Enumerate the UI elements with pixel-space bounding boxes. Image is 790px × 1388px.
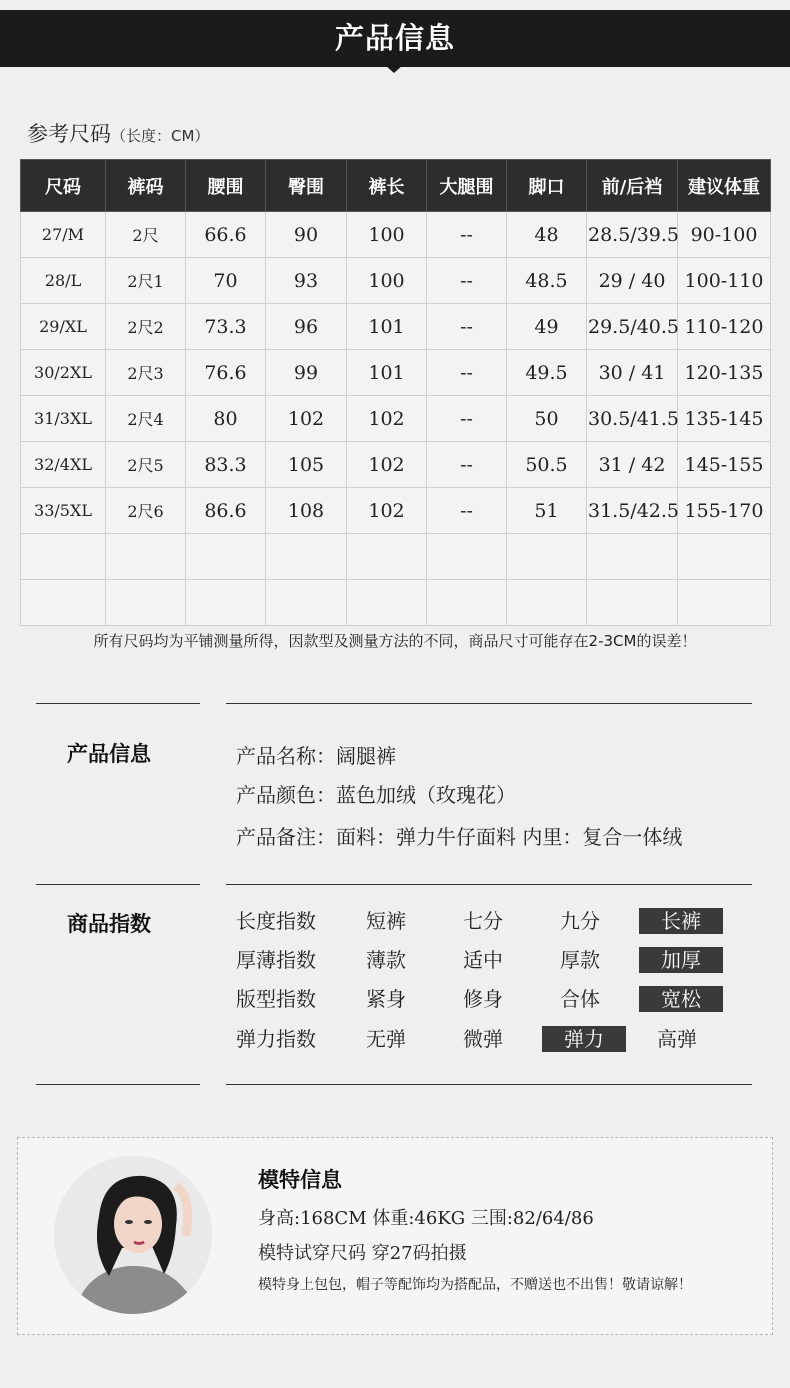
column-header: 建议体重 — [678, 160, 771, 212]
index-option: 修身 — [463, 987, 503, 1011]
table-cell: 73.3 — [186, 304, 266, 350]
table-cell: 90-100 — [678, 212, 771, 258]
column-header: 脚口 — [507, 160, 587, 212]
table-cell: 135-145 — [678, 396, 771, 442]
empty-cell — [347, 580, 427, 626]
empty-cell — [266, 534, 347, 580]
column-header: 尺码 — [21, 160, 106, 212]
model-try-size: 模特试穿尺码 穿27码拍摄 — [258, 1243, 467, 1264]
table-cell: 2尺5 — [106, 442, 186, 488]
index-option: 高弹 — [657, 1027, 697, 1051]
size-unit: （长度：CM） — [111, 127, 210, 145]
table-cell: -- — [427, 442, 507, 488]
model-photo — [54, 1156, 212, 1314]
table-cell: 86.6 — [186, 488, 266, 534]
column-header: 裤长 — [347, 160, 427, 212]
index-row-name: 长度指数 — [236, 909, 316, 933]
model-stats: 身高:168CM 体重:46KG 三围:82/64/86 — [258, 1208, 594, 1229]
size-title-text: 参考尺码 — [27, 122, 111, 146]
table-cell: 31/3XL — [21, 396, 106, 442]
table-cell: 2尺1 — [106, 258, 186, 304]
table-cell: 28/L — [21, 258, 106, 304]
table-cell: 66.6 — [186, 212, 266, 258]
divider — [226, 1084, 752, 1085]
table-cell: -- — [427, 488, 507, 534]
divider — [226, 703, 752, 704]
table-cell: 30/2XL — [21, 350, 106, 396]
empty-cell — [266, 580, 347, 626]
table-cell: 32/4XL — [21, 442, 106, 488]
table-cell: 100 — [347, 212, 427, 258]
table-cell: 50.5 — [507, 442, 587, 488]
size-table — [20, 159, 771, 626]
table-cell: 2尺6 — [106, 488, 186, 534]
empty-cell — [678, 534, 771, 580]
empty-cell — [347, 534, 427, 580]
table-cell: 105 — [266, 442, 347, 488]
model-illustration — [54, 1156, 212, 1314]
table-cell: 29/XL — [21, 304, 106, 350]
index-option: 紧身 — [366, 987, 406, 1011]
measurement-note: 所有尺码均为平铺测量所得，因款型及测量方法的不同，商品尺寸可能存在2-3CM的误差！ — [93, 632, 697, 650]
index-row-name: 弹力指数 — [236, 1027, 316, 1051]
table-cell: -- — [427, 212, 507, 258]
table-cell: 102 — [347, 488, 427, 534]
table-cell: 83.3 — [186, 442, 266, 488]
table-row — [21, 212, 771, 258]
table-cell: 2尺 — [106, 212, 186, 258]
banner-arrow — [376, 57, 412, 73]
table-row — [21, 442, 771, 488]
index-option-selected: 长裤 — [639, 908, 723, 934]
index-option-selected: 加厚 — [639, 947, 723, 973]
table-cell: 80 — [186, 396, 266, 442]
product-remark: 产品备注：面料：弹力牛仔面料 内里：复合一体绒 — [236, 825, 683, 849]
empty-table-row — [21, 580, 771, 626]
table-cell: 2尺2 — [106, 304, 186, 350]
table-cell: 70 — [186, 258, 266, 304]
table-cell: 2尺3 — [106, 350, 186, 396]
index-row-name: 厚薄指数 — [236, 948, 316, 972]
table-row — [21, 258, 771, 304]
divider — [36, 884, 200, 885]
table-row — [21, 304, 771, 350]
table-cell: -- — [427, 304, 507, 350]
table-cell: 102 — [347, 442, 427, 488]
table-cell: 102 — [347, 396, 427, 442]
empty-cell — [427, 580, 507, 626]
table-cell: 120-135 — [678, 350, 771, 396]
empty-cell — [106, 580, 186, 626]
empty-cell — [427, 534, 507, 580]
empty-cell — [507, 580, 587, 626]
product-info-label: 产品信息 — [67, 742, 151, 766]
table-cell: 93 — [266, 258, 347, 304]
model-info-box — [17, 1137, 773, 1335]
index-option-selected: 宽松 — [639, 986, 723, 1012]
table-cell: 145-155 — [678, 442, 771, 488]
table-cell: 31.5/42.5 — [587, 488, 678, 534]
index-option: 九分 — [560, 909, 600, 933]
index-option: 厚款 — [560, 948, 600, 972]
table-cell: -- — [427, 396, 507, 442]
index-option: 适中 — [463, 948, 503, 972]
column-header: 大腿围 — [427, 160, 507, 212]
product-color: 产品颜色：蓝色加绒（玫瑰花） — [236, 783, 516, 807]
table-cell: 99 — [266, 350, 347, 396]
index-row-name: 版型指数 — [236, 987, 316, 1011]
table-cell: 155-170 — [678, 488, 771, 534]
table-cell: 100 — [347, 258, 427, 304]
column-header: 前/后裆 — [587, 160, 678, 212]
table-cell: -- — [427, 258, 507, 304]
column-header: 腰围 — [186, 160, 266, 212]
empty-cell — [507, 534, 587, 580]
table-cell: 30.5/41.5 — [587, 396, 678, 442]
index-option: 短裤 — [366, 909, 406, 933]
table-cell: 50 — [507, 396, 587, 442]
table-cell: 101 — [347, 350, 427, 396]
table-cell: -- — [427, 350, 507, 396]
table-header-row — [21, 160, 771, 212]
empty-cell — [186, 534, 266, 580]
table-cell: 29.5/40.5 — [587, 304, 678, 350]
size-section-title — [27, 118, 209, 148]
table-cell: 30 / 41 — [587, 350, 678, 396]
empty-cell — [106, 534, 186, 580]
empty-cell — [587, 580, 678, 626]
index-option: 薄款 — [366, 948, 406, 972]
table-cell: 90 — [266, 212, 347, 258]
table-cell: 48 — [507, 212, 587, 258]
table-cell: 76.6 — [186, 350, 266, 396]
table-cell: 29 / 40 — [587, 258, 678, 304]
column-header: 裤码 — [106, 160, 186, 212]
divider — [36, 703, 200, 704]
empty-cell — [21, 580, 106, 626]
table-row — [21, 350, 771, 396]
table-cell: 33/5XL — [21, 488, 106, 534]
product-index-label: 商品指数 — [67, 912, 151, 936]
table-cell: 108 — [266, 488, 347, 534]
model-note: 模特身上包包，帽子等配饰均为搭配品，不赠送也不出售！敬请谅解！ — [258, 1277, 692, 1293]
table-cell: 27/M — [21, 212, 106, 258]
table-cell: 100-110 — [678, 258, 771, 304]
table-cell: 2尺4 — [106, 396, 186, 442]
table-cell: 49 — [507, 304, 587, 350]
index-option: 七分 — [463, 909, 503, 933]
index-option: 微弹 — [463, 1027, 503, 1051]
empty-cell — [186, 580, 266, 626]
index-option: 合体 — [560, 987, 600, 1011]
empty-table-row — [21, 534, 771, 580]
table-cell: 48.5 — [507, 258, 587, 304]
table-row — [21, 488, 771, 534]
banner-title: 产品信息 — [334, 21, 455, 55]
table-cell: 101 — [347, 304, 427, 350]
divider — [36, 1084, 200, 1085]
empty-cell — [587, 534, 678, 580]
table-cell: 110-120 — [678, 304, 771, 350]
column-header: 臀围 — [266, 160, 347, 212]
index-option-selected: 弹力 — [542, 1026, 626, 1052]
empty-cell — [21, 534, 106, 580]
table-cell: 28.5/39.5 — [587, 212, 678, 258]
product-name: 产品名称：阔腿裤 — [236, 744, 396, 768]
table-cell: 96 — [266, 304, 347, 350]
table-row — [21, 396, 771, 442]
divider — [226, 884, 752, 885]
empty-cell — [678, 580, 771, 626]
model-info-title: 模特信息 — [258, 1168, 342, 1192]
table-cell: 102 — [266, 396, 347, 442]
table-cell: 31 / 42 — [587, 442, 678, 488]
index-option: 无弹 — [366, 1027, 406, 1051]
table-cell: 51 — [507, 488, 587, 534]
table-cell: 49.5 — [507, 350, 587, 396]
